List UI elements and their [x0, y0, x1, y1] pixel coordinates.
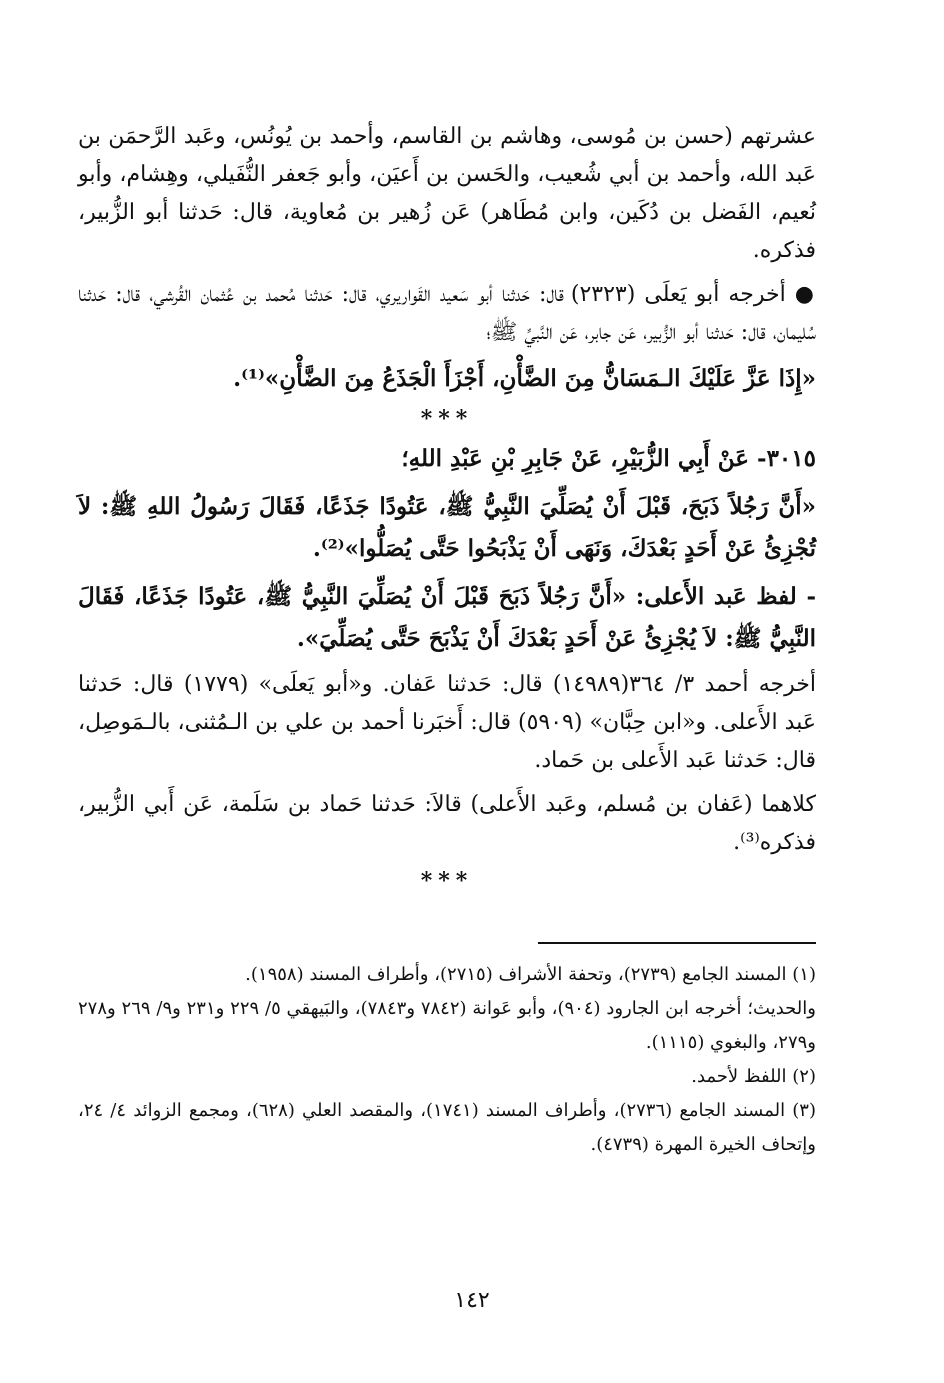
chain-paragraph: عشرتهم (حسن بن مُوسى، وهاشم بن القاسم، وأحمد بن يُونُس، وعَبد الرَّحمَن بن عَبد الله، وأحمد بن أبي شُعيب، والحَسن بن أَعيَن، وأبو جَعفر النُّفَيلي، وهِشام، وأبو نُعيم، الفَضل بن دُكَين، وابن مُطَاهر) عَن زُهير بن مُعاوية، قال: حَدثنا أبو الزُّبير، فذكره. — [78, 124, 816, 263]
footnote: (٣) المسند الجامع (٢٧٣٦)، وأطراف المسند (١٧٤١)، والمقصد العلي (٦٢٨)، ومجمع الزوائد ٤/ ٢٤، وإتحاف الخيرة المهرة (٤٧٣٩). — [78, 1100, 816, 1155]
section-divider: *** — [420, 868, 474, 894]
hadith-text: «أَنَّ رَجُلاً ذَبَحَ، قَبْلَ أَنْ يُصَلِّيَ النَّبِيُّ ﷺ، عَتُودًا جَذَعًا، فَقَالَ رَسُولُ اللهِ ﷺ: لاَ تُجْزِئُ عَنْ أَحَدٍ بَعْدَكَ، وَنَهَى أَنْ يَذْبَحُوا حَتَّى يُصَلُّوا»⁽²⁾. — [78, 493, 816, 562]
takhrij-paragraph: ● أخرجه أبو يَعلَى (٢٣٢٣) قال: حَدثنا أبو سَعيد القَواريري، قال: حَدثنا مُحمد بن عُثمان القُرشي، قال: حَدثنا سُليمان، قال: حَدثنا أبو الزُّبير، عَن جابر، عَن النَّبيِّ ﷺ؛ — [78, 282, 816, 345]
hadith-heading: ٣٠١٥- عَنْ أَبِي الزُّبَيْرِ، عَنْ جَابِرِ بْنِ عَبْدِ اللهِ؛ — [401, 445, 816, 472]
chain-paragraph: كلاهما (عَفان بن مُسلم، وعَبد الأَعلى) قالاَ: حَدثنا حَماد بن سَلَمة، عَن أَبي الزُّبير، فذكره⁽³⁾. — [78, 792, 816, 855]
section-divider: *** — [420, 406, 474, 432]
page-number: ١٤٢ — [454, 1288, 490, 1313]
footnote: (١) المسند الجامع (٢٧٣٩)، وتحفة الأشراف (٢٧١٥)، وأطراف المسند (١٩٥٨). — [245, 964, 816, 985]
footnote: (٢) اللفظ لأحمد. — [691, 1066, 816, 1087]
footnote-separator — [538, 942, 816, 944]
footnote: والحديث؛ أخرجه ابن الجارود (٩٠٤)، وأبو عَوانة (٧٨٤٢ و٧٨٤٣)، والبَيهقي ٥/ ٢٢٩ و٢٣١ و٩/ ٢٦٩ و٢٧٨ و٢٧٩، والبغوي (١١١٥). — [78, 998, 816, 1053]
takhrij-paragraph: أخرجه أحمد ٣/ ٣٦٤(١٤٩٨٩) قال: حَدثنا عَفان. و«أبو يَعلَى» (١٧٧٩) قال: حَدثنا عَبد الأَعلى. و«ابن حِبَّان» (٥٩٠٩) قال: أَخبَرنا أحمد بن علي بن الـمُثنى، بالـمَوصِل، قال: حَدثنا عَبد الأَعلى بن حَماد. — [78, 672, 816, 773]
wording-variant: - لفظ عَبد الأَعلى: «أَنَّ رَجُلاً ذَبَحَ قَبْلَ أَنْ يُصَلِّيَ النَّبِيُّ ﷺ، عَتُودًا جَذَعًا، فَقَالَ النَّبِيُّ ﷺ: لاَ يُجْزِئُ عَنْ أَحَدٍ بَعْدَكَ أَنْ يَذْبَحَ حَتَّى يُصَلِّيَ». — [78, 583, 816, 652]
hadith-text: «إِذَا عَزَّ عَلَيْكَ الـمَسَانُّ مِنَ الضَّأْنِ، أَجْزَأَ الْجَذَعُ مِنَ الضَّأْنِ»⁽¹⁾. — [233, 365, 816, 392]
